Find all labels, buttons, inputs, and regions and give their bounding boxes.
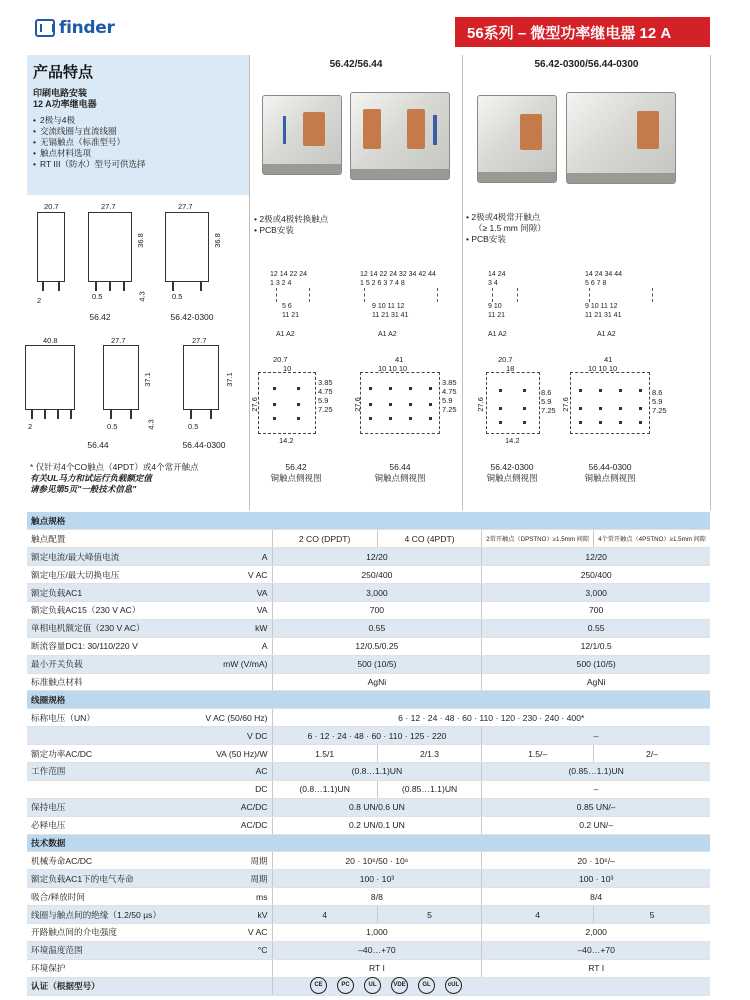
bullet-line: （≥ 1.5 mm 间隙） bbox=[474, 223, 546, 233]
section-header bbox=[27, 834, 710, 852]
pcb-footprint-56-42 bbox=[258, 372, 316, 434]
table-row: 额定负载AC15（230 V AC） VA 700 700 bbox=[27, 601, 710, 619]
table-row: 额定负载AC1 VA 3,000 3,000 bbox=[27, 584, 710, 602]
pin bbox=[95, 281, 97, 291]
footprint-hole bbox=[523, 421, 526, 424]
dim-label: 20.7 bbox=[44, 202, 59, 211]
features-item: • 2极与4极 bbox=[33, 115, 243, 126]
table-row: 额定负载AC1下的电气寿命 周期 100 · 10³ 100 · 10³ bbox=[27, 870, 710, 888]
footprint-dim: 20.7 bbox=[498, 355, 513, 364]
finder-logo bbox=[35, 18, 115, 38]
section-title: 线圈规格 bbox=[27, 691, 710, 709]
footprint-hole bbox=[429, 403, 432, 406]
footprint-hole bbox=[273, 403, 276, 406]
footprint-dim: 27.6 bbox=[475, 397, 485, 412]
features-item: • 交流线圈与直流线圈 bbox=[33, 126, 243, 137]
table-row: 断流容量DC1: 30/110/220 V A 12/0.5/0.25 12/1/0.5 bbox=[27, 637, 710, 655]
dim-label: 27.7 bbox=[192, 336, 207, 345]
pin bbox=[123, 281, 125, 291]
relay-coil bbox=[303, 112, 325, 146]
dim-label: 2 bbox=[37, 296, 42, 305]
vde-mark-icon: VDE bbox=[391, 977, 408, 994]
dim-label: 27.7 bbox=[178, 202, 193, 211]
footprint-hole bbox=[297, 387, 300, 390]
table-row: 环境保护 RT I RT I bbox=[27, 959, 710, 977]
dim-label: 37.1 bbox=[224, 372, 234, 387]
table-row: 必释电压 AC/DC 0.2 UN/0.1 UN 0.2 UN/– bbox=[27, 816, 710, 834]
section-header bbox=[27, 691, 710, 709]
footprint-dim: 8.6 5.9 7.25 bbox=[541, 388, 556, 415]
dim-label: 36.8 bbox=[212, 233, 222, 248]
wiring-diagram-56-42-0300 bbox=[488, 270, 538, 339]
dimension-drawing-0300 bbox=[165, 212, 209, 282]
table-row: 最小开关负载 mW (V/mA) 500 (10/5) 500 (10/5) bbox=[27, 655, 710, 673]
gl-mark-icon: GL bbox=[418, 977, 435, 994]
footprint-dim: 41 bbox=[604, 355, 613, 364]
dim-label: 0.5 bbox=[92, 292, 103, 301]
dim-caption: 56.42-0300 bbox=[170, 312, 214, 322]
table-row: 额定电压/最大切换电压 V AC 250/400 250/400 bbox=[27, 566, 710, 584]
page-header bbox=[0, 0, 750, 50]
wiring-terminals: 12 14 22 24 bbox=[270, 271, 307, 278]
footprint-hole bbox=[429, 387, 432, 390]
footprint-hole bbox=[579, 389, 582, 392]
footnote-line: 有关UL马力和试运行负载额定值 bbox=[30, 473, 152, 483]
wiring-terminals: 14 24 34 44 bbox=[585, 271, 622, 278]
footprint-hole bbox=[619, 389, 622, 392]
pin bbox=[42, 281, 44, 291]
pin bbox=[109, 281, 111, 291]
section-title: 技术数据 bbox=[27, 834, 710, 852]
table-row: 工作范围 AC (0.8…1.1)UN (0.85…1.1)UN bbox=[27, 762, 710, 780]
table-row: 开路触点间的介电强度 V AC 1,000 2,000 bbox=[27, 923, 710, 941]
bullet-line: • PCB安装 bbox=[466, 234, 506, 244]
wiring-diagram-56-44-0300 bbox=[585, 270, 665, 339]
table-row: 吸合/释放时间 ms 8/8 8/4 bbox=[27, 888, 710, 906]
relay-image-56-42-0300 bbox=[477, 95, 557, 183]
dim-label: 4.3 bbox=[146, 419, 156, 430]
footprint-dim: 10 10 10 bbox=[378, 364, 408, 373]
wiring-coil: A1 A2 bbox=[276, 331, 295, 338]
pin bbox=[31, 409, 33, 419]
dimension-drawing-0300-4pole bbox=[183, 345, 219, 410]
features-title: 产品特点 bbox=[33, 64, 94, 81]
bullet-line: • 2极或4极转换触点 bbox=[254, 214, 329, 224]
footprint-hole bbox=[619, 421, 622, 424]
footprint-caption: 56.42 铜触点侧视图 bbox=[270, 462, 322, 483]
footprint-hole bbox=[523, 407, 526, 410]
footprint-hole bbox=[389, 403, 392, 406]
pc-mark-icon: PC bbox=[337, 977, 354, 994]
footprint-dim: 3.85 4.75 5.9 7.25 bbox=[442, 378, 457, 414]
footprint-dim: 27.6 bbox=[560, 397, 570, 412]
relay-coil bbox=[363, 109, 381, 149]
footprint-hole bbox=[499, 407, 502, 410]
dim-caption: 56.44 bbox=[87, 440, 109, 450]
relay-coil bbox=[407, 109, 425, 149]
dim-label: 37.1 bbox=[142, 372, 152, 387]
column-divider bbox=[462, 55, 463, 510]
footprint-dim: 14.2 bbox=[279, 436, 294, 445]
dim-label: 0.5 bbox=[172, 292, 183, 301]
footprint-hole bbox=[409, 387, 412, 390]
relay-base bbox=[351, 169, 449, 179]
pin bbox=[210, 409, 212, 419]
relay-coil bbox=[637, 111, 659, 149]
table-row: 额定功率AC/DC VA (50 Hz)/W 1.5/1 2/1.3 1.5/– 2/– bbox=[27, 745, 710, 763]
table-row: 线圈与触点间的绝缘（1.2/50 µs） kV 4 5 4 5 bbox=[27, 906, 710, 924]
dim-label: 27.7 bbox=[111, 336, 126, 345]
column-title-0300: 56.42-0300/56.44-0300 bbox=[534, 59, 639, 70]
footprint-hole bbox=[389, 387, 392, 390]
footprint-caption: 56.42-0300 铜触点侧视图 bbox=[486, 462, 538, 483]
footprint-dim: 18 bbox=[506, 364, 515, 373]
table-row: 触点配置 2 CO (DPDT) 4 CO (4PDT) 2常开触点（DPSTNO）≥1.5mm 间隙 4个常开触点（4PSTNO）≥1.5mm 间隙 bbox=[27, 530, 710, 548]
wiring-terminals: 1 3 2 4 bbox=[270, 280, 292, 287]
relay-wire bbox=[283, 116, 286, 144]
wiring-terminals: 11 21 bbox=[282, 312, 299, 319]
features-subtitle-1: 印刷电路安装 bbox=[33, 88, 88, 98]
dim-label: 0.5 bbox=[188, 422, 199, 431]
relay-base bbox=[567, 173, 675, 183]
0300-bullets bbox=[466, 212, 546, 245]
footprint-hole bbox=[369, 403, 372, 406]
footprint-hole bbox=[297, 403, 300, 406]
wiring-contacts bbox=[589, 288, 653, 302]
dim-label: 27.7 bbox=[101, 202, 116, 211]
standard-bullets bbox=[254, 214, 328, 236]
footprint-hole bbox=[297, 417, 300, 420]
footprint-hole bbox=[273, 387, 276, 390]
footprint-hole bbox=[579, 421, 582, 424]
table-row: 标准触点材料 AgNi AgNi bbox=[27, 673, 710, 691]
footprint-hole bbox=[273, 417, 276, 420]
footprint-hole bbox=[389, 417, 392, 420]
finder-logo-icon bbox=[35, 19, 55, 37]
wiring-terminals: 9 10 11 12 bbox=[372, 303, 405, 310]
table-row: DC (0.8…1.1)UN (0.85…1.1)UN – bbox=[27, 780, 710, 798]
relay-base bbox=[478, 172, 556, 182]
footnote-line: * 仅针对4个CO触点（4PDT）或4个常开触点 bbox=[30, 462, 199, 472]
relay-base bbox=[263, 164, 341, 174]
pin bbox=[70, 409, 72, 419]
footprint-dim: 41 bbox=[395, 355, 404, 364]
pin bbox=[44, 409, 46, 419]
footprint-dim: 3.85 4.75 5.9 7.25 bbox=[318, 378, 333, 414]
footprint-hole bbox=[369, 387, 372, 390]
wiring-diagram-56-42 bbox=[270, 270, 330, 339]
relay-image-56-44 bbox=[350, 92, 450, 180]
footprint-dim: 14.2 bbox=[505, 436, 520, 445]
footprint-hole bbox=[599, 421, 602, 424]
dimension-drawing-front bbox=[88, 212, 132, 282]
footprint-dim: 27.6 bbox=[249, 397, 259, 412]
wiring-coil: A1 A2 bbox=[488, 331, 507, 338]
bullet-line: • PCB安装 bbox=[254, 225, 294, 235]
footnote bbox=[30, 462, 245, 495]
features-item: • 无镉触点（标准型号） bbox=[33, 137, 243, 148]
pin bbox=[58, 281, 60, 291]
wiring-terminals: 5 6 bbox=[282, 303, 292, 310]
wiring-diagram-56-44 bbox=[360, 270, 450, 339]
footprint-hole bbox=[619, 407, 622, 410]
footprint-hole bbox=[599, 407, 602, 410]
table-row: 单相电机额定值（230 V AC） kW 0.55 0.55 bbox=[27, 619, 710, 637]
dim-label: 4.3 bbox=[137, 291, 147, 302]
footprint-hole bbox=[639, 389, 642, 392]
footprint-dim: 27.6 bbox=[352, 397, 362, 412]
table-row: 机械寿命AC/DC 周期 20 · 10⁶/50 · 10⁶ 20 · 10⁶/– bbox=[27, 852, 710, 870]
dim-caption: 56.44-0300 bbox=[182, 440, 226, 450]
dim-label: 40.8 bbox=[43, 336, 58, 345]
relay-image-56-42 bbox=[262, 95, 342, 175]
dim-label: 36.8 bbox=[135, 233, 145, 248]
dimension-drawing-side-4pole bbox=[25, 345, 75, 410]
wiring-terminals: 1 5 2 6 3 7 4 8 bbox=[360, 280, 405, 287]
table-row: 保持电压 AC/DC 0.8 UN/0.6 UN 0.85 UN/– bbox=[27, 798, 710, 816]
footprint-hole bbox=[599, 389, 602, 392]
features-list bbox=[33, 115, 243, 170]
pin bbox=[110, 409, 112, 419]
column-title-standard: 56.42/56.44 bbox=[329, 59, 383, 70]
dimension-drawing-side bbox=[37, 212, 65, 282]
pcb-footprint-56-42-0300 bbox=[486, 372, 540, 434]
footprint-hole bbox=[409, 403, 412, 406]
wiring-terminals: 12 14 22 24 32 34 42 44 bbox=[360, 271, 436, 278]
table-row: 认证（根据型号） bbox=[27, 977, 710, 995]
table-row: 标称电压（UN） V AC (50/60 Hz) 6 · 12 · 24 · 48 · 60 · 110 · 120 · 230 · 240 · 400* bbox=[27, 709, 710, 727]
ce-mark-icon: CE bbox=[310, 977, 327, 994]
wiring-terminals: 11 21 31 41 bbox=[372, 312, 409, 319]
relay-wire bbox=[433, 115, 437, 145]
footprint-dim: 10 10 10 bbox=[588, 364, 618, 373]
pin bbox=[130, 409, 132, 419]
footprint-hole bbox=[523, 389, 526, 392]
footprint-hole bbox=[409, 417, 412, 420]
bullet-line: • 2极或4极常开触点 bbox=[466, 212, 541, 222]
section-title: 触点规格 bbox=[27, 512, 710, 530]
footprint-dim: 10 bbox=[283, 364, 292, 373]
cul-mark-icon: cUL bbox=[445, 977, 462, 994]
wiring-terminals: 9 10 bbox=[488, 303, 502, 310]
series-title-bar bbox=[455, 17, 710, 47]
relay-coil bbox=[520, 114, 542, 150]
column-divider bbox=[710, 55, 711, 510]
table-row: V DC 6 · 12 · 24 · 48 · 60 · 110 · 125 · 220 – bbox=[27, 727, 710, 745]
dimension-drawing-front-4pole bbox=[103, 345, 139, 410]
features-item: • RT III（防水）型号可供选择 bbox=[33, 159, 243, 170]
pin bbox=[200, 281, 202, 291]
table-row: 额定电流/最大峰值电流 A 12/20 12/20 bbox=[27, 548, 710, 566]
approval-marks bbox=[310, 974, 472, 996]
dim-label: 0.5 bbox=[107, 422, 118, 431]
wiring-terminals: 14 24 bbox=[488, 271, 506, 278]
wiring-contacts bbox=[276, 288, 310, 302]
section-header bbox=[27, 512, 710, 530]
footprint-dim: 8.6 5.9 7.25 bbox=[652, 388, 667, 415]
series-title: 56系列 – 微型功率继电器 12 A bbox=[467, 24, 672, 42]
dim-label: 2 bbox=[28, 422, 33, 431]
wiring-contacts bbox=[492, 288, 518, 302]
table-row: 环境温度范围 °C –40…+70 –40…+70 bbox=[27, 941, 710, 959]
footnote-line: 请参见第5页"一般技术信息" bbox=[30, 484, 137, 494]
pin bbox=[190, 409, 192, 419]
footprint-hole bbox=[369, 417, 372, 420]
wiring-terminals: 11 21 31 41 bbox=[585, 312, 622, 319]
wiring-terminals: 9 10 11 12 bbox=[585, 303, 618, 310]
spec-table bbox=[27, 512, 710, 996]
wiring-terminals: 11 21 bbox=[488, 312, 505, 319]
footprint-hole bbox=[639, 421, 642, 424]
footprint-caption: 56.44-0300 铜触点侧视图 bbox=[584, 462, 636, 483]
footprint-hole bbox=[499, 389, 502, 392]
pcb-footprint-56-44-0300 bbox=[570, 372, 650, 434]
footprint-dim: 20.7 bbox=[273, 355, 288, 364]
footprint-hole bbox=[639, 407, 642, 410]
pin bbox=[172, 281, 174, 291]
column-divider bbox=[249, 55, 250, 510]
dim-caption: 56.42 bbox=[89, 312, 111, 322]
wiring-terminals: 5 6 7 8 bbox=[585, 280, 607, 287]
footprint-hole bbox=[579, 407, 582, 410]
footprint-hole bbox=[499, 421, 502, 424]
features-subtitle-2: 12 A功率继电器 bbox=[33, 99, 97, 109]
pcb-footprint-56-44 bbox=[360, 372, 440, 434]
brand-name: finder bbox=[59, 18, 115, 38]
wiring-coil: A1 A2 bbox=[597, 331, 616, 338]
pin bbox=[57, 409, 59, 419]
wiring-terminals: 3 4 bbox=[488, 280, 498, 287]
features-panel bbox=[27, 55, 249, 195]
wiring-contacts bbox=[364, 288, 438, 302]
wiring-coil: A1 A2 bbox=[378, 331, 397, 338]
features-item: • 触点材料选项 bbox=[33, 148, 243, 159]
footprint-hole bbox=[429, 417, 432, 420]
relay-image-56-44-0300 bbox=[566, 92, 676, 184]
footprint-caption: 56.44 铜触点侧视图 bbox=[374, 462, 426, 483]
ul-mark-icon: UL bbox=[364, 977, 381, 994]
